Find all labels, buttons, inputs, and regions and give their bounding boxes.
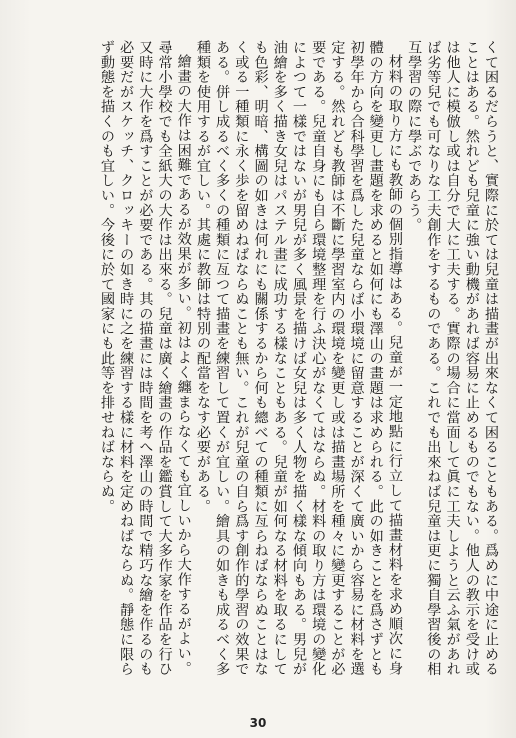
- vertical-text-body: [16, 40, 500, 680]
- paragraph-3: 繪畫の大作は困難であるが效果が多い。初はよく纏まらなくても宜しいから大作するがよい。尋常小學校でも全紙大の大作は出來る。兒童は廣く繪畫の作品を鑑賞して大多作家を作品を行ひ又時に大作を爲すことが必要である。其の描畫には時間を考へ澤山の時間で精巧な繪を作るのも必要だがスケッチ、クロッキーの如き時に之を練習する樣に材料を定めねばならぬ。靜態に限らず動態を描くのも宜しい。今後に於て國家にも此等を排せねばならぬ。: [98, 40, 192, 677]
- paragraph-1: くて困るだらうと、實際に於ては兒童は描畫が出來なくて困ることもある。爲めに中途に止めることはある。然れども兒童に強い動機があれば容易に止めるものでもない。他人の教示を受け或は他人に模倣し或は自分で大に工夫する。實際の場合に當面して眞に工夫しようと云ふ氣があれば劣等兒でも可なりな工夫創作をするものである。これでも出來ねば兒童は更に獨自學習後の相互學習の際に學ぶであらう。: [406, 40, 499, 677]
- page-number: 30: [249, 716, 267, 730]
- paragraph-2: 材料の取り方にも教師の個別指導はある。兒童が一定地點に行立して描畫材料を求め順次に身體の方向を變更し畫題を求めると如何にも澤山の畫題は求められる。此の如きことを爲さずとも初學年から合科學習を爲した兒童ならば小環境に留意することが深くて廣いから容易に材料を選定する。然れども教師は不斷に學習室内の環境を變更し或は描畫場所を種々に變更することが必要である。兒童自身にも自ら環境整理を行ふ決心がなくてはならぬ。材料の取り方は環境の變化によつて一樣ではないが男兒が多く風景を描けば女兒は多く人物を描く樣な傾向もある。男兒が油繪を多く描き女兒はパステル畫に成功する樣なこともある。兒童が如何なる材料を取るにしても色彩、明暗、構圖の如きは何れにも關係するから何も總べての種類に亙らねばならぬことはなく或る一種類に永く歩を留めねばならぬことも無い。これが兒童の自ら爲す創作的學習の效果である。併し成るべく多くの種類に亙つて描畫を練習して置くが宜しい。繪具の如きも成るべく多種類を使用するが宜しい。其處に教師は特別の配當をなす必要がある。: [194, 40, 403, 677]
